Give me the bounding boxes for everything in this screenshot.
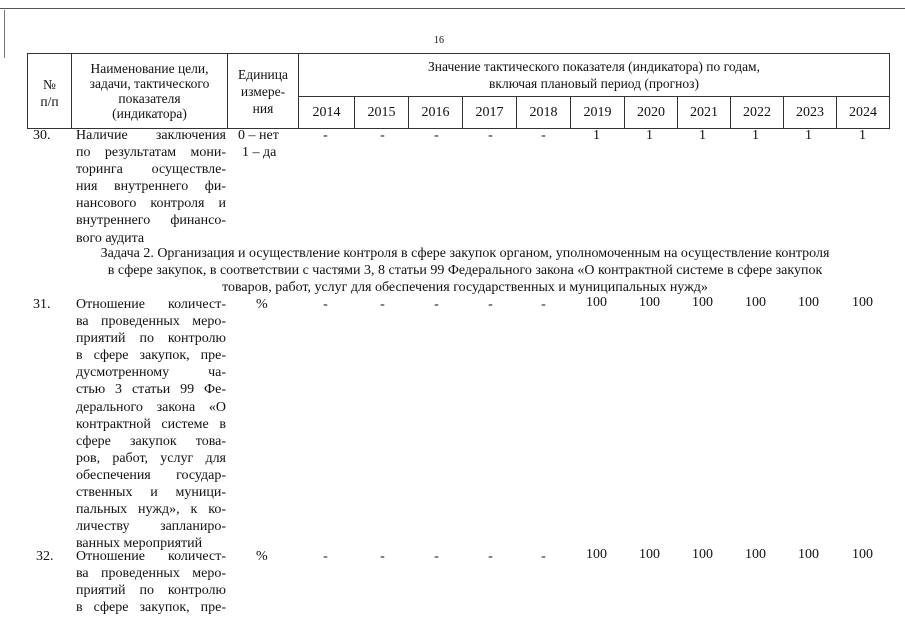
row-31-value-2023: 100 [798,295,819,310]
year-header-2021: 2021 [678,97,731,129]
row-32-name-line: Отношение количест- [76,549,226,564]
row-32-value-2024: 100 [852,547,873,562]
year-header-2023: 2023 [784,97,837,129]
row-31-name-line: личеству запланиро- [76,519,226,535]
row-30-name-line: внутреннего финансо- [76,213,226,229]
indicator-table-header [27,53,890,129]
row-30-name-line: по результатам мони- [76,145,226,161]
row-31-number: 31. [33,297,51,312]
row-31-value-2015: - [380,297,385,312]
row-32-value-2017: - [488,549,493,564]
page-number: 16 [434,35,444,46]
row-31-name-line: дусмотренному ча- [76,365,226,381]
row-31-value-2016: - [434,297,439,312]
row-31-name [76,296,226,552]
header-name-text: Наименование цели, задачи, тактического показателя (индикатора) [89,61,210,121]
row-31-name-line: пальных нужд», к ко- [76,502,226,518]
row-30-name-line: нансового контроля и [76,196,226,212]
row-31-name-line: сфере закупок това- [76,433,226,449]
year-header-2020: 2020 [625,97,678,129]
header-values-title-text: Значение тактического показателя (индикатора) по годам, включая плановый период (прогноз) [428,59,760,92]
row-32-value-2014: - [323,549,328,564]
row-31-name-line: в сфере закупок, пре- [76,348,226,364]
header-name [72,54,228,129]
row-30-value-2024: 1 [859,128,866,143]
row-30-name-line: Наличие заключения [76,128,226,143]
row-31-name-line: ванных мероприятий [76,536,203,552]
year-header-2019: 2019 [571,97,625,129]
row-32-name-line: в сфере закупок, пре- [76,600,226,616]
task-2-line: товаров, работ, услуг для обеспечения государственных и муниципальных нужд» [222,280,708,295]
year-header-2015: 2015 [355,97,409,129]
row-30-unit-line: 0 – нет [238,128,279,143]
row-32-value-2019: 100 [586,547,607,562]
top-rule [0,8,905,9]
row-30-value-2018: - [541,128,546,143]
row-32-value-2023: 100 [798,547,819,562]
row-32-name-line: ва проведенных меро- [76,566,226,582]
row-30-value-2022: 1 [752,128,759,143]
row-30-value-2020: 1 [646,128,653,143]
row-31-name-line: стью 3 статьи 99 Фе- [76,382,226,398]
header-unit-text: Единица измере-ния [237,66,288,116]
year-header-2018: 2018 [517,97,571,129]
row-30-value-2019: 1 [593,128,600,143]
year-header-2022: 2022 [731,97,784,129]
row-32-name [76,548,226,616]
row-31-name-line: ственных и муници- [76,485,226,501]
row-30-value-2023: 1 [805,128,812,143]
row-31-name-line: обеспечения государ- [76,467,226,483]
left-rule [4,10,5,58]
row-31-value-2022: 100 [745,295,766,310]
header-unit [228,54,299,129]
row-31-unit: % [256,297,268,312]
row-31-value-2014: - [323,297,328,312]
row-31-value-2024: 100 [852,295,873,310]
row-30-value-2015: - [380,128,385,143]
row-30-value-2021: 1 [699,128,706,143]
row-31-name-line: ров, работ, услуг для [76,450,226,466]
year-header-2014: 2014 [299,97,355,129]
row-32-value-2016: - [434,549,439,564]
row-32-number: 32. [36,549,54,564]
row-31-name-line: контрактной системе в [76,416,226,432]
row-31-value-2019: 100 [586,295,607,310]
row-32-value-2015: - [380,549,385,564]
row-30-value-2014: - [323,128,328,143]
row-31-name-line: приятий по контролю [76,331,226,347]
row-32-name-line: приятий по контролю [76,583,226,599]
task-2-line: в сфере закупок, в соответствии с частями 3, 8 статьи 99 Федерального закона «О контрактной системе в сфере закупок [107,263,823,278]
row-31-name-line: дерального закона «О [76,399,226,415]
row-30-name [76,127,226,247]
row-30-value-2016: - [434,128,439,143]
row-31-value-2020: 100 [639,295,660,310]
row-31-value-2018: - [541,297,546,312]
row-30-name-line: вого аудита [76,230,145,246]
row-31-value-2017: - [488,297,493,312]
header-values-title [299,54,890,97]
header-num [28,54,72,129]
row-30-value-2017: - [488,128,493,143]
row-32-value-2022: 100 [745,547,766,562]
row-30-name-line: ния внутреннего фи- [76,179,226,195]
year-header-2024: 2024 [837,97,890,129]
row-32-unit: % [256,549,268,564]
row-31-name-line: ва проведенных меро- [76,314,226,330]
row-30-number: 30. [33,128,51,143]
row-31-value-2021: 100 [692,295,713,310]
row-31-name-line: Отношение количест- [76,297,226,312]
row-32-value-2018: - [541,549,546,564]
row-30-unit-line: 1 – да [242,145,277,160]
row-30-name-line: торинга осуществле- [76,162,226,178]
year-header-2017: 2017 [463,97,517,129]
row-32-value-2020: 100 [639,547,660,562]
task-2-heading [40,245,890,296]
row-32-value-2021: 100 [692,547,713,562]
task-2-line: Задача 2. Организация и осуществление контроля в сфере закупок органом, уполномоченным на осуществление контроля [100,246,830,261]
header-num-text: № п/п [40,77,59,109]
year-header-2016: 2016 [409,97,463,129]
